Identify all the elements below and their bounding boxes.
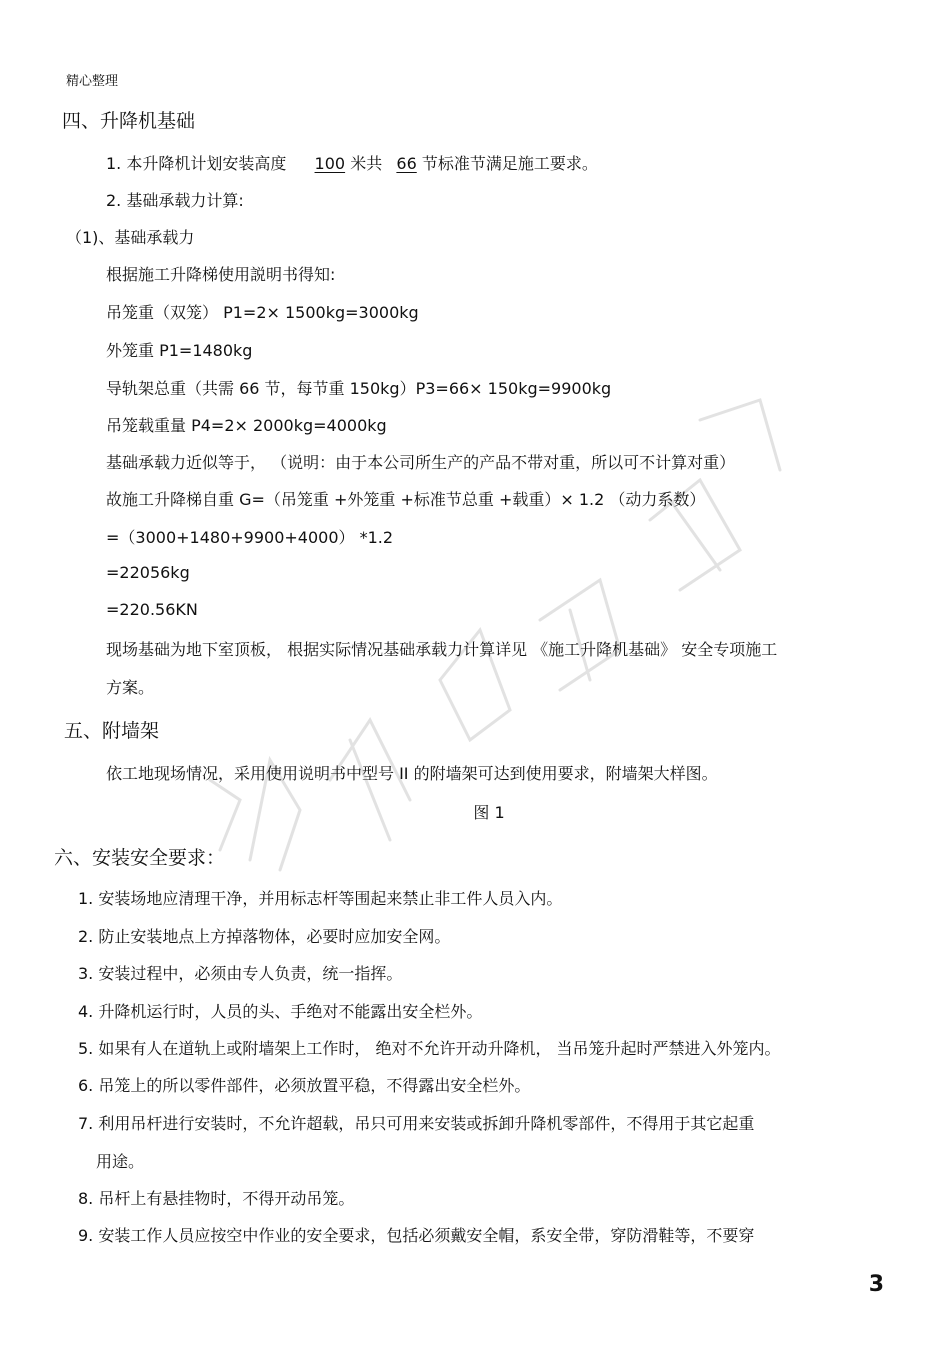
s4-body-line: 现场基础为地下室顶板， 根据实际情况基础承载力计算详见 《施工升降机基础》 安全专项施工 (106, 640, 778, 659)
s4-body-line: 基础承载力近似等于， （说明：由于本公司所生产的产品不带对重，所以可不计算对重） (106, 453, 736, 472)
safety-item: 4. 升降机运行时，人员的头、手绝对不能露出安全栏外。 (78, 1002, 483, 1021)
s4-body-line: 吊笼重（双笼） P1=2× 1500kg=3000kg (106, 303, 419, 322)
safety-item: 1. 安装场地应清理干净，并用标志杆等围起来禁止非工件人员入内。 (78, 889, 563, 908)
s4-body-line: 根据施工升降梯使用説明书得知: (106, 265, 336, 284)
s4-body-line: 吊笼载重量 P4=2× 2000kg=4000kg (106, 416, 387, 435)
safety-item: 7. 利用吊杆进行安装时，不允许超载，吊只可用来安装或拆卸升降机零部件，不得用于其它起重 (78, 1114, 755, 1133)
s4-body-line: =（3000+1480+9900+4000） *1.2 (106, 528, 394, 547)
safety-item: 9. 安装工作人员应按空中作业的安全要求，包括必须戴安全帽，系安全带，穿防滑鞋等，不要穿 (78, 1226, 755, 1245)
s4-line-1-mid: 米共 (350, 154, 383, 173)
s4-body-line: =22056kg (106, 563, 190, 582)
s4-body-line: 方案。 (106, 678, 155, 697)
section-4-title: 四、升降机基础 (62, 110, 196, 132)
s4-line-1-post: 节标准节满足施工要求。 (421, 154, 598, 173)
s4-subtitle: （1)、基础承载力 (66, 228, 195, 247)
safety-item: 2. 防止安装地点上方掉落物体，必要时应加安全网。 (78, 927, 451, 946)
s4-body-line: 导轨架总重（共需 66 节，每节重 150kg）P3=66× 150kg=9900kg (106, 379, 612, 398)
s4-line-1 (106, 151, 598, 174)
safety-item: 5. 如果有人在道轨上或附墙架上工作时， 绝对不允许开动升降机， 当吊笼升起时严禁进入外笼内。 (78, 1039, 781, 1058)
s4-line-2: 2. 基础承载力计算: (106, 191, 244, 210)
install-height-value: 100 (314, 154, 346, 173)
section-count-value: 66 (396, 154, 417, 173)
safety-item: 8. 吊杆上有悬挂物时，不得开动吊笼。 (78, 1189, 355, 1208)
s4-body-line: 外笼重 P1=1480kg (106, 341, 253, 360)
section-5-title: 五、附墙架 (64, 720, 160, 742)
safety-item: 6. 吊笼上的所以零件部件，必须放置平稳，不得露出安全栏外。 (78, 1076, 531, 1095)
safety-item: 3. 安装过程中，必须由专人负责，统一指挥。 (78, 964, 403, 983)
s4-line-1-pre: 1. 本升降机计划安装高度 (106, 154, 287, 173)
figure-caption: 图 1 (473, 803, 505, 822)
s4-body-line: =220.56KN (106, 600, 198, 619)
page-number: 3 (868, 1272, 884, 1297)
safety-item-continued: 用途。 (96, 1152, 145, 1171)
s5-body-line: 依工地现场情况，采用使用说明书中型号 II 的附墙架可达到使用要求，附墙架大样图。 (106, 764, 718, 783)
header-text: 精心整理 (66, 74, 119, 89)
s4-body-line: 故施工升降梯自重 G=（吊笼重 +外笼重 +标准节总重 +载重）× 1.2 （动力系数） (106, 490, 706, 509)
section-6-title: 六、安装安全要求： (54, 847, 226, 869)
